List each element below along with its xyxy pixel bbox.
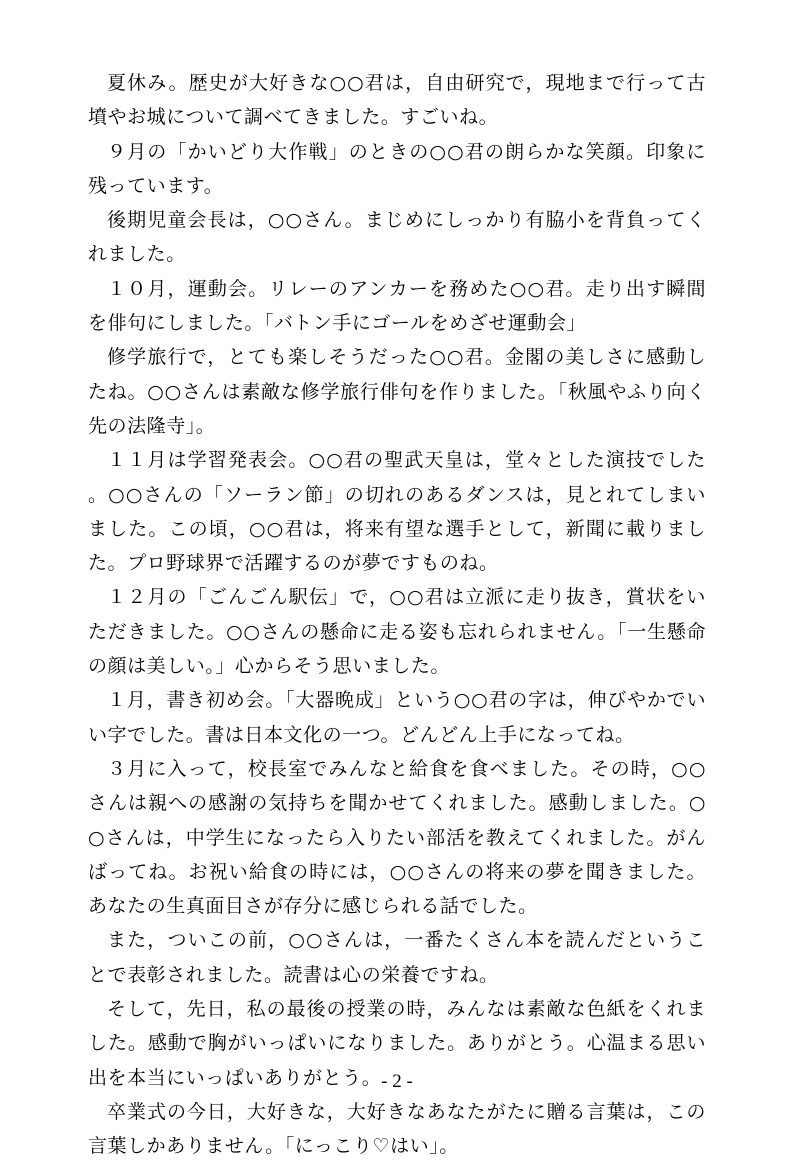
paragraph: 修学旅行で，とても楽しそうだった○○君。金閣の美しさに感動したね。○○さんは素敵な修学旅行俳句を作りました。「秋風やふり向く先の法隆寺」。 <box>88 346 706 437</box>
paragraph: また，ついこの前，○○さんは，一番たくさん本を読んだということで表彰されました。読書は心の栄養ですね。 <box>88 929 706 986</box>
paragraph: １１月は学習発表会。○○君の聖武天皇は，堂々とした演技でした。○○さんの「ソーラン節」の切れのあるダンスは，見とれてしまいました。この頃，○○君は，将来有望な選手として，新聞に載りました。プロ野球界で活躍するのが夢ですものね。 <box>88 449 706 575</box>
page-number: - 2 - <box>381 1071 413 1092</box>
paragraph: そして，先日，私の最後の授業の時，みんなは素敵な色紙をくれました。感動で胸がいっぱいになりました。ありがとう。心温まる思い出を本当にいっぱいありがとう。 <box>88 998 706 1089</box>
paragraph: 卒業式の今日，大好きな，大好きなあなたがたに贈る言葉は，この言葉しかありません。「にっこり♡はい」。 <box>88 1100 706 1158</box>
paragraph: １０月，運動会。リレーのアンカーを務めた○○君。走り出す瞬間を俳句にしました。「バトン手にゴールをめざせ運動会」 <box>88 277 706 335</box>
paragraph: １２月の「ごんごん駅伝」で，○○君は立派に走り抜き，賞状をいただきました。○○さんの懸命に走る姿も忘れられません。「一生懸命の顔は美しい。」心からそう思いました。 <box>88 586 706 678</box>
document-body <box>88 66 706 1164</box>
paragraph: ９月の「かいどり大作戦」のときの○○君の朗らかな笑顔。印象に残っています。 <box>88 140 706 197</box>
paragraph: ３月に入って，校長室でみんなと給食を食べました。その時，○○さんは親への感謝の気持ちを聞かせてくれました。感動しました。○○さんは，中学生になったら入りたい部活を教えてくれました。がんばってね。お祝い給食の時には，○○さんの将来の夢を聞きました。あなたの生真面目さが存分に感じられる話でした。 <box>88 757 706 918</box>
paragraph: 夏休み。歴史が大好きな○○君は，自由研究で，現地まで行って古墳やお城について調べてきました。すごいね。 <box>88 72 706 129</box>
paragraph: 後期児童会長は，○○さん。まじめにしっかり有脇小を背負ってくれました。 <box>88 209 706 266</box>
paragraph: １月，書き初め会。「大器晩成」という○○君の字は，伸びやかでいい字でした。書は日本文化の一つ。どんどん上手になってね。 <box>88 689 706 746</box>
